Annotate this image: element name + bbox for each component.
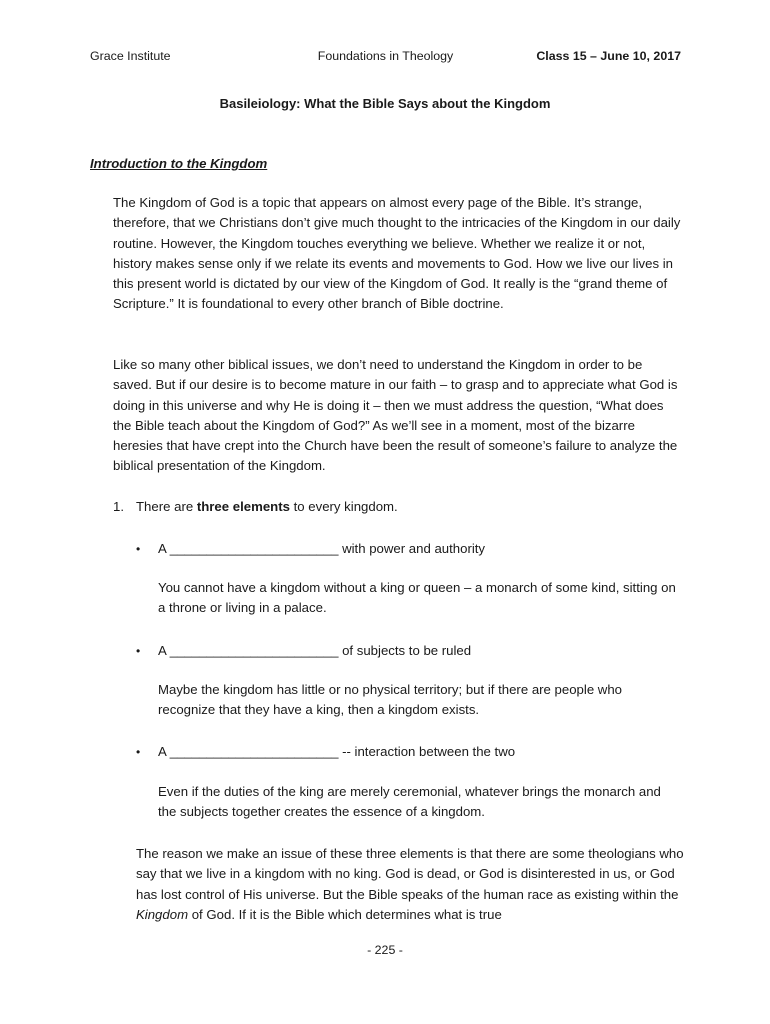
page-number: - 225 - [367, 943, 403, 957]
item-text-bold: three elements [196, 499, 290, 514]
intro-paragraph-1: The Kingdom of God is a topic that appears on almost every page of the Bible. It’s strange, therefore, that we Christians don’t give much thought to the intricacies of the Kingdom in our daily routine. However, the Kingdom touches everything we believe. Whether we realize it or not, history makes sense only if we relate its events and movements to God. How we live our lives in this present world is dictated by our view of the Kingdom of God. It really is the “grand theme of Scripture.” It is foundational to every other branch of Bible doctrine. [113, 195, 681, 312]
bullet-explanation-subjects: Maybe the kingdom has little or no physical territory; but if there are people who recognize that they have a king, then a kingdom exists. [158, 682, 623, 718]
item-number: 1. [113, 499, 124, 514]
closing-text-after: of God. If it is the Bible which determines what is true [188, 906, 502, 922]
bullet-icon: • [136, 745, 141, 759]
bullet-text: A _______________________ -- interaction between the two [158, 744, 516, 759]
section-heading: Introduction to the Kingdom [90, 156, 268, 171]
item-text-before: There are [136, 499, 197, 514]
numbered-item-1 [113, 497, 398, 517]
closing-text-italic: Kingdom [136, 906, 189, 922]
closing-text-before: The reason we make an issue of these three elements is that there are some theologians who say that we live in a kingdom with no king. God is dead, or God is disinterested in us, or God has lost control of His universe. But the Bible speaks of the human race as existing within the [136, 846, 684, 902]
closing-paragraph [136, 844, 684, 925]
bullet-icon: • [136, 644, 141, 658]
page-header [90, 46, 681, 66]
bullet-icon: • [136, 542, 141, 556]
header-course: Foundations in Theology [317, 49, 454, 63]
document-title: Basileiology: What the Bible Says about the Kingdom [219, 96, 551, 111]
header-class-date: Class 15 – June 10, 2017 [536, 49, 681, 63]
bullet-text: A _______________________ with power and authority [158, 541, 486, 556]
bullet-explanation-interaction: Even if the duties of the king are merely ceremonial, whatever brings the monarch and the subjects together creates the essence of a kingdom. [158, 784, 661, 820]
item-text-after: to every kingdom. [289, 499, 398, 514]
header-institution: Grace Institute [90, 49, 171, 63]
intro-paragraph-2: Like so many other biblical issues, we don’t need to understand the Kingdom in order to be saved. But if our desire is to become mature in our faith – to grasp and to appreciate what God is doing in this universe and why He is doing it – then we must address the question, “What does the Bible teach about the Kingdom of God?” As we’ll see in a moment, most of the bizarre heresies that have crept into the Church have been the result of someone’s failure to analyze the biblical presentation of the Kingdom. [113, 357, 678, 474]
bullet-explanation-king: You cannot have a kingdom without a king or queen – a monarch of some kind, sitting on a throne or living in a palace. [158, 580, 676, 616]
bullet-text: A _______________________ of subjects to be ruled [158, 643, 472, 658]
